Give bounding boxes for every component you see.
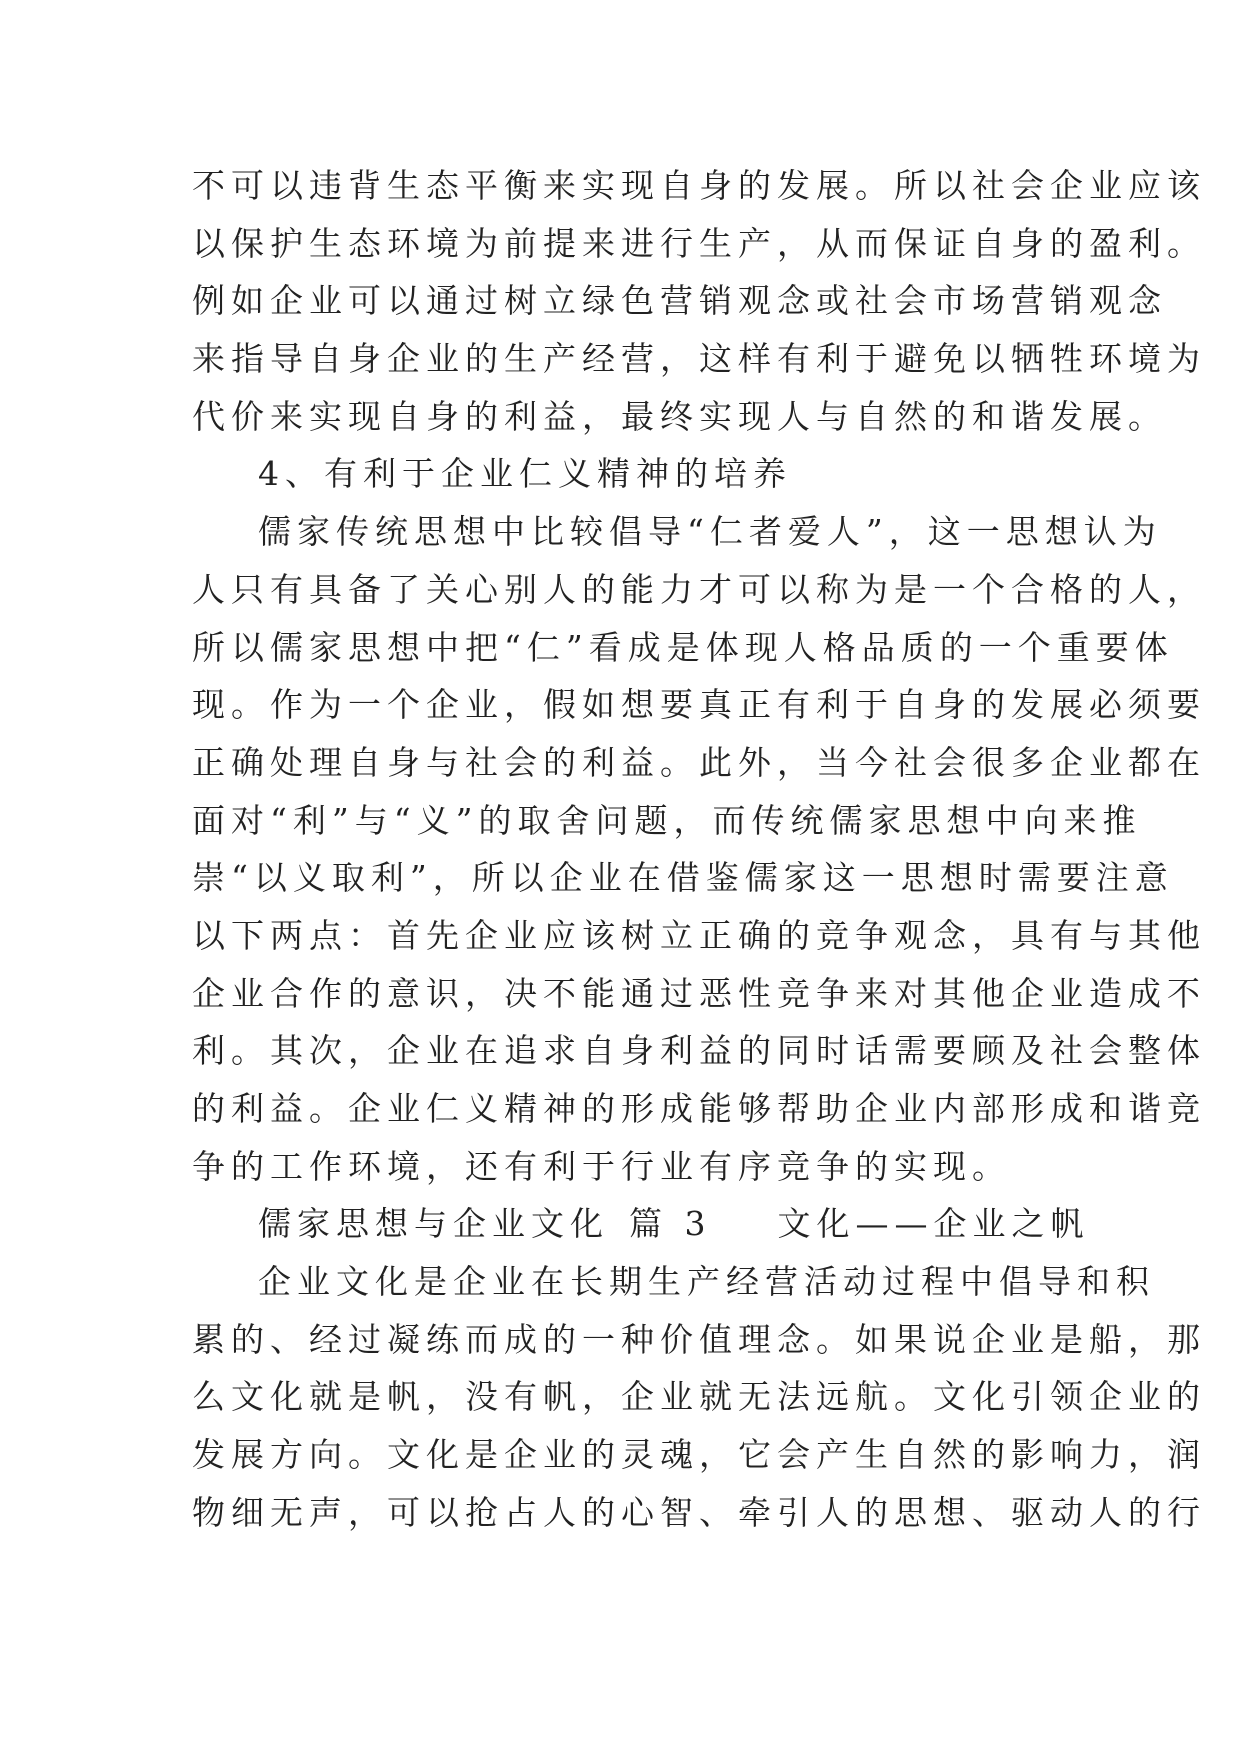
- chapter-section: 篇 3: [629, 1204, 712, 1244]
- paragraph-line: 发展方向。文化是企业的灵魂，它会产生自然的影响力，润: [192, 1435, 1206, 1475]
- paragraph-line: 利。其次，企业在追求自身利益的同时话需要顾及社会整体: [192, 1031, 1206, 1071]
- paragraph-line: 企业文化是企业在长期生产经营活动过程中倡导和积: [258, 1262, 1155, 1302]
- paragraph-line: 累的、经过凝练而成的一种价值理念。如果说企业是船，那: [192, 1319, 1206, 1359]
- paragraph-line: 来指导自身企业的生产经营，这样有利于避免以牺牲环境为: [192, 339, 1206, 379]
- paragraph-line: 正确处理自身与社会的利益。此外，当今社会很多企业都在: [192, 742, 1206, 782]
- paragraph-line: 儒家传统思想中比较倡导“仁者爱人”，这一思想认为: [258, 512, 1162, 552]
- paragraph-line: 所以儒家思想中把“仁”看成是体现人格品质的一个重要体: [192, 627, 1174, 667]
- paragraph-line: 么文化就是帆，没有帆，企业就无法远航。文化引领企业的: [192, 1377, 1206, 1417]
- paragraph-line: 现。作为一个企业，假如想要真正有利于自身的发展必须要: [192, 685, 1206, 725]
- paragraph-line: 物细无声，可以抢占人的心智、牵引人的思想、驱动人的行: [192, 1492, 1206, 1532]
- paragraph-line: 以下两点：首先企业应该树立正确的竞争观念，具有与其他: [192, 915, 1206, 955]
- paragraph-line: 企业合作的意识，决不能通过恶性竞争来对其他企业造成不: [192, 973, 1206, 1013]
- body-text: [192, 157, 1206, 1542]
- chapter-title: 儒家思想与企业文化: [258, 1204, 609, 1244]
- paragraph-line: 争的工作环境，还有利于行业有序竞争的实现。: [192, 1146, 1011, 1186]
- paragraph-line: 崇“以义取利”，所以企业在借鉴儒家这一思想时需要注意: [192, 858, 1174, 898]
- paragraph-line: 面对“利”与“义”的取舍问题，而传统儒家思想中向来推: [192, 800, 1142, 840]
- section-heading: 4、有利于企业仁义精神的培养: [258, 454, 792, 494]
- paragraph-line: 以保护生态环境为前提来进行生产，从而保证自身的盈利。: [192, 223, 1206, 263]
- paragraph-line: 例如企业可以通过树立绿色营销观念或社会市场营销观念: [192, 281, 1167, 321]
- chapter-heading: [192, 1195, 1090, 1253]
- paragraph-line: 的利益。企业仁义精神的形成能够帮助企业内部形成和谐竞: [192, 1089, 1206, 1128]
- chapter-subtitle: 文化——企业之帆: [777, 1204, 1090, 1244]
- paragraph-line: 人只有具备了关心别人的能力才可以称为是一个合格的人，: [192, 569, 1206, 609]
- paragraph-line: 代价来实现自身的利益，最终实现人与自然的和谐发展。: [192, 396, 1167, 436]
- paragraph-line: 不可以违背生态平衡来实现自身的发展。所以社会企业应该: [192, 166, 1206, 205]
